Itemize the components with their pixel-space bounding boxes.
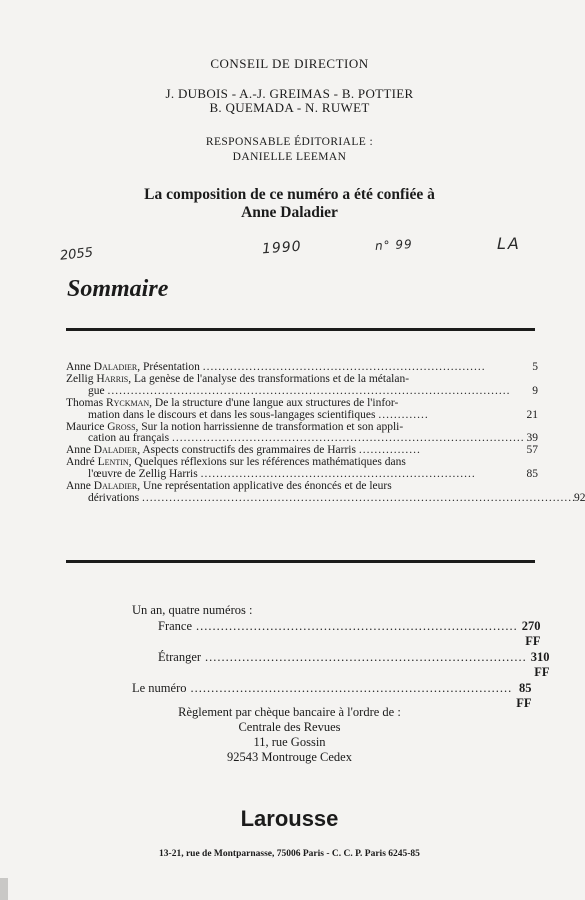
board-title: CONSEIL DE DIRECTION — [210, 56, 369, 71]
toc-author-first: Thomas — [66, 396, 104, 409]
toc-author-last: Gross — [107, 420, 136, 433]
toc-entry: Anne Daladier, Une représentation applicative des énoncés et de leurs dérivations ................................................................................................................ 92 — [66, 480, 585, 504]
sommaire-title: Sommaire — [67, 276, 169, 302]
toc-title-cont: l'œuvre de Zellig Harris — [88, 468, 198, 481]
toc-author-last: Daladier — [93, 361, 138, 373]
toc-author-first: Anne — [66, 361, 91, 373]
handwritten-note-4: LA — [497, 234, 521, 253]
toc-title-cont: cation au français — [88, 432, 170, 445]
toc-page-number: 57 — [526, 444, 538, 457]
composition-line-2: Anne Daladier — [241, 204, 338, 221]
toc-author-first: Anne — [66, 444, 91, 457]
toc-page-number: 92 — [573, 491, 585, 504]
divider-rule-top — [66, 328, 535, 331]
toc-entry: Anne Daladier, Aspects constructifs des grammaires de Harris ................ 57 — [66, 444, 538, 457]
toc-entry: André Lentin, Quelques réflexions sur les références mathématiques dans l'œuvre de Zellig Harris ....................................................................... 85 — [66, 456, 538, 481]
price-value: 310 FF — [530, 649, 550, 679]
toc-page-number: 21 — [526, 408, 538, 421]
toc-title: , Quelques réflexions sur les références mathématiques dans — [128, 456, 406, 469]
price-label: France — [158, 618, 193, 633]
toc-author-first: Zellig — [66, 372, 94, 385]
subscription-heading: Un an, quatre numéros : — [132, 603, 253, 617]
editorial-label: RESPONSABLE ÉDITORIALE : — [205, 136, 374, 148]
toc-page-number: 39 — [526, 432, 538, 445]
toc-title: , Une représentation applicative des énoncés et de leurs — [137, 480, 392, 493]
board-members-line-1: J. DUBOIS - A.-J. GREIMAS - B. POTTIER — [165, 86, 414, 101]
toc-author-first: André — [66, 456, 95, 469]
toc-entry: Thomas Ryckman, De la structure d'une langue aux structures de l'infor- mation dans le discours et dans les sous-langages scientifiques ............. 21 — [66, 396, 538, 421]
toc-page-number: 5 — [532, 361, 538, 373]
subscription-block — [132, 603, 550, 712]
toc-author-first: Anne — [66, 480, 91, 493]
handwritten-note-1: 2055 — [59, 245, 94, 264]
toc-entry: Zellig Harris, La genèse de l'analyse des transformations et de la métalan- gue ........................................................................................................ 9 — [66, 372, 538, 397]
toc-title-cont: gue — [88, 384, 105, 397]
toc-title: , De la structure d'une langue aux structures de l'infor- — [149, 396, 399, 409]
toc-author-first: Maurice — [66, 420, 105, 433]
publisher-address: 13-21, rue de Montparnasse, 75006 Paris - C. C. P. Paris 6245-85 — [159, 849, 420, 859]
toc-entry: Maurice Gross, Sur la notion harrissienne de transformation et son appli- cation au français ........................................................................................... 39 — [66, 420, 538, 445]
toc-entry: Anne Daladier, Présentation ......................................................................... 5 — [66, 361, 538, 373]
page-edge-shadow — [0, 878, 8, 900]
payment-line-4: 92543 Montrouge Cedex — [227, 750, 352, 764]
toc-title-cont: mation dans le discours et dans les sous-langages scientifiques — [88, 408, 376, 421]
price-row: France .............................................................................. 270 FF — [158, 618, 541, 648]
price-value: 270 FF — [521, 618, 541, 648]
composition-line-1: La composition de ce numéro a été confiée à — [144, 186, 435, 203]
payment-block — [0, 705, 579, 765]
toc-author-last: Daladier — [93, 480, 138, 493]
price-row: Étranger .............................................................................. 310 FF — [158, 649, 550, 679]
editorial-name: DANIELLE LEEMAN — [232, 151, 347, 163]
toc-page-number: 9 — [532, 384, 538, 397]
table-of-contents — [66, 361, 585, 505]
payment-line-3: 11, rue Gossin — [253, 735, 326, 749]
toc-title: , Présentation — [137, 361, 200, 373]
handwritten-note-year: 1990 — [261, 238, 303, 258]
board-members-line-2: B. QUEMADA - N. RUWET — [209, 100, 370, 115]
publisher-logo: Larousse — [240, 806, 339, 831]
handwritten-note-issue: n° 99 — [374, 237, 414, 253]
toc-title: , La genèse de l'analyse des transformations et de la métalan- — [128, 372, 410, 385]
toc-page-number: 85 — [526, 468, 538, 481]
price-value: 85 FF — [516, 680, 532, 710]
price-row: Le numéro .............................................................................. 85 FF — [132, 680, 532, 710]
toc-title: , Aspects constructifs des grammaires de Harris — [137, 444, 356, 457]
toc-author-last: Harris — [96, 372, 129, 385]
toc-author-last: Daladier — [93, 444, 138, 457]
toc-title-cont: dérivations — [88, 491, 140, 504]
divider-rule-bottom — [66, 560, 535, 563]
toc-author-last: Lentin — [97, 456, 129, 469]
price-label: Étranger — [158, 649, 202, 664]
payment-line-2: Centrale des Revues — [238, 720, 341, 734]
toc-author-last: Ryckman — [105, 396, 150, 409]
toc-title: , Sur la notion harrissienne de transformation et son appli- — [135, 420, 404, 433]
price-label: Le numéro — [132, 680, 187, 695]
payment-line-1: Règlement par chèque bancaire à l'ordre de : — [178, 705, 401, 719]
